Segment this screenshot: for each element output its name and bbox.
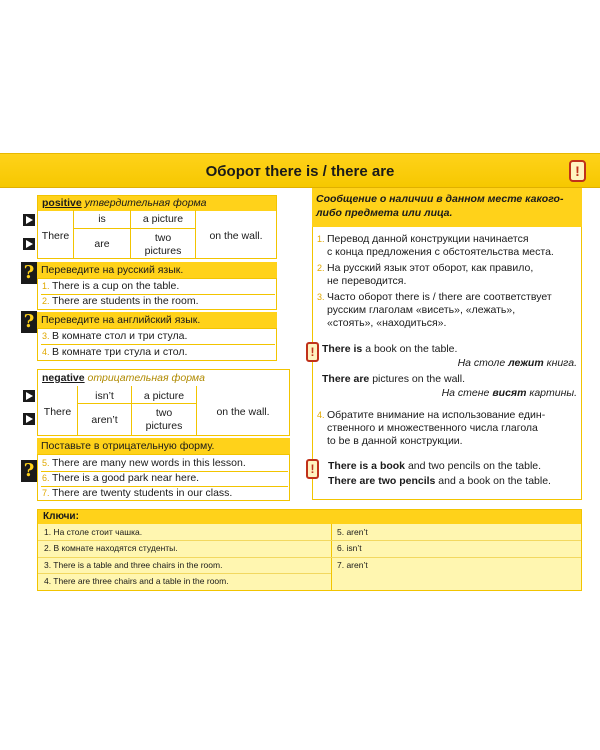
- neg-verb-isnt: isn’t: [95, 390, 114, 402]
- pos-obj-2b: pictures: [144, 245, 182, 257]
- task3-instruction: Поставьте в отрицательную форму.: [37, 438, 290, 454]
- arrow-right-icon: [23, 214, 35, 226]
- rule-1: 1. Перевод данной конструкции начинается с конца предложения с обстоятельства места.: [317, 233, 554, 258]
- key-item: 3. There is a table and three chairs in the room.: [44, 560, 223, 570]
- key-item: 6. isn’t: [337, 543, 362, 553]
- neg-place: on the wall.: [216, 406, 270, 418]
- question-mark-icon: ?: [21, 311, 37, 333]
- arrow-right-icon: [23, 238, 35, 250]
- task3-item: 5. There are many new words in this lesson.: [42, 457, 246, 469]
- arrow-right-icon: [23, 413, 35, 425]
- pos-place: on the wall.: [209, 230, 263, 242]
- rule-4: 4. Обратите внимание на использование един- ственного и множественного числа глагола to be в данной конструкции.: [317, 409, 546, 447]
- task1-item: 1. There is a cup on the table.: [42, 280, 180, 292]
- example-2-translation: На стене висят картины.: [441, 387, 577, 399]
- task1-instruction: Переведите на русский язык.: [37, 262, 277, 278]
- key-item: 4. There are three chairs and a table in the room.: [44, 576, 229, 586]
- key-item: 5. aren’t: [337, 527, 368, 537]
- example-4: There are two pencils and a book on the table.: [328, 475, 551, 487]
- key-item: 2. В комнате находятся студенты.: [44, 543, 178, 553]
- task3-item: 7. There are twenty students in our class.: [42, 487, 233, 499]
- task2-item: 3. В комнате стол и три стула.: [42, 330, 188, 342]
- neg-obj-2b: pictures: [145, 420, 183, 432]
- example-1-translation: На столе лежит книга.: [457, 357, 577, 369]
- key-item: 7. aren’t: [337, 560, 368, 570]
- pos-verb-are: are: [94, 238, 110, 250]
- pos-obj-1: a picture: [142, 213, 184, 225]
- exclamation-icon: !: [306, 342, 319, 362]
- page-title: Оборот there is / there are: [205, 163, 395, 180]
- positive-subtitle: утвердительная форма: [84, 197, 207, 209]
- example-3: There is a book and two pencils on the table.: [328, 460, 542, 472]
- rule-3: 3. Часто оборот there is / there are соответствует русским глаголам «висеть», «лежать», «стоять», «находиться».: [317, 291, 552, 329]
- task2-instruction: Переведите на английский язык.: [37, 312, 277, 328]
- example-2: There are pictures on the wall.: [322, 373, 465, 385]
- exclamation-icon: !: [569, 160, 586, 182]
- keys-panel: [37, 509, 582, 591]
- rule-2: 2. На русский язык этот оборот, как правило, не переводится.: [317, 262, 534, 287]
- negative-label: negative: [42, 372, 85, 384]
- rules-header: Сообщение о наличии в данном месте какого- либо предмета или лица.: [312, 188, 582, 227]
- neg-obj-2a: two: [155, 407, 173, 419]
- key-item: 1. На столе стоит чашка.: [44, 527, 143, 537]
- exclamation-icon: !: [306, 459, 319, 479]
- pos-obj-2a: two: [154, 232, 172, 244]
- title-bar: [0, 153, 600, 188]
- pos-subject: There: [41, 230, 70, 242]
- task2-item: 4. В комнате три стула и стол.: [42, 346, 188, 358]
- keys-title: Ключи:: [38, 510, 581, 524]
- negative-header: [38, 370, 289, 386]
- negative-subtitle: отрицательная форма: [87, 372, 205, 384]
- pos-verb-is: is: [98, 213, 106, 225]
- neg-subject: There: [43, 406, 72, 418]
- neg-verb-arent: aren’t: [91, 414, 118, 426]
- task3-item: 6. There is a good park near here.: [42, 472, 200, 484]
- arrow-right-icon: [23, 390, 35, 402]
- question-mark-icon: ?: [21, 262, 37, 284]
- positive-header: [38, 196, 276, 211]
- positive-label: positive: [42, 197, 82, 209]
- neg-obj-1: a picture: [143, 390, 185, 402]
- task1-item: 2. There are students in the room.: [42, 295, 199, 307]
- example-1: There is a book on the table.: [322, 343, 458, 355]
- question-mark-icon: ?: [21, 460, 37, 482]
